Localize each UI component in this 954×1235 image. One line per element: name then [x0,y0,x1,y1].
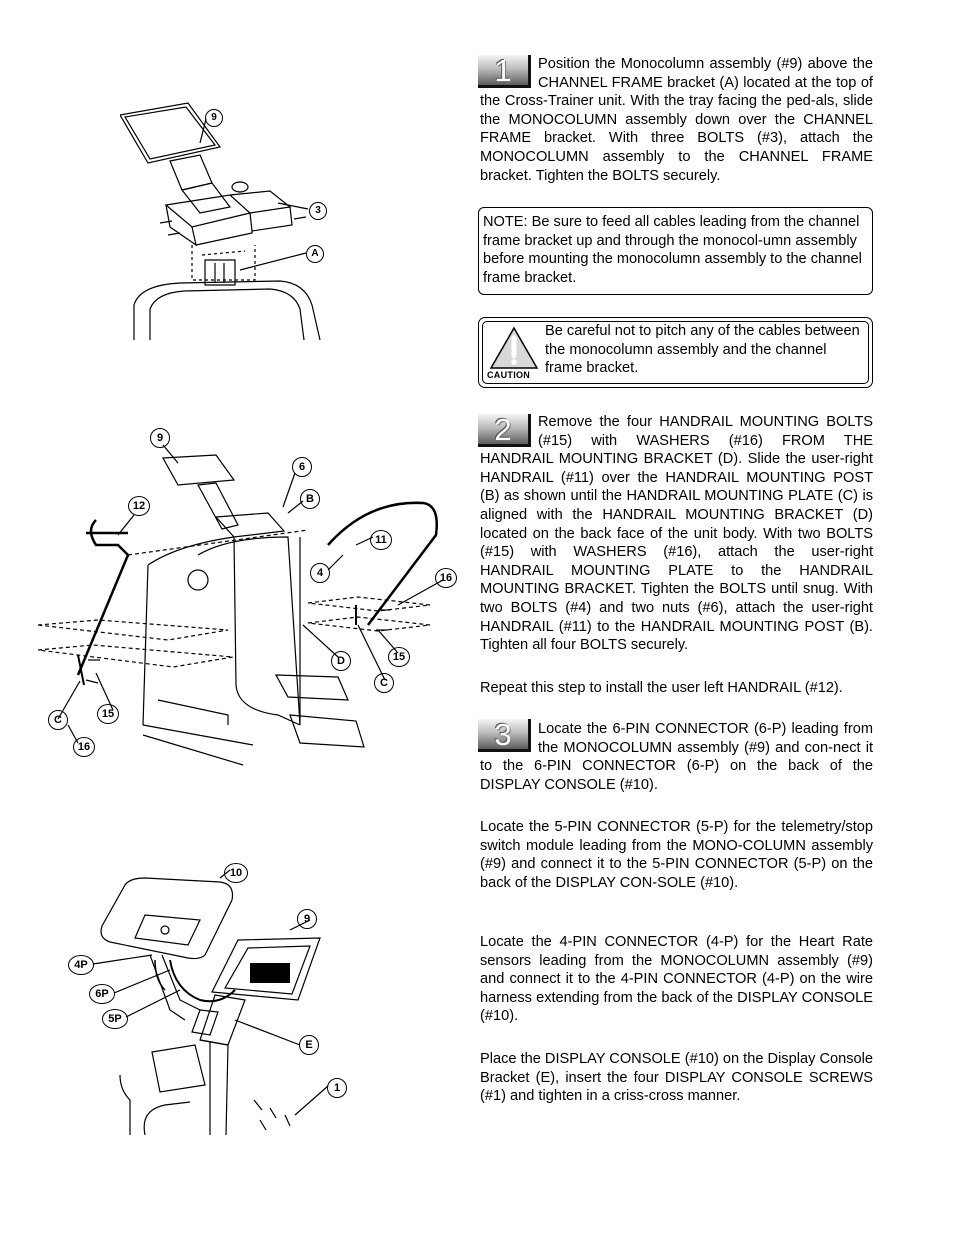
callout-a: A [306,245,324,263]
step-2-number: 2 [494,412,512,447]
callout-3: 3 [309,202,327,220]
callout-10: 10 [224,863,248,883]
step-3-number: 3 [494,717,512,752]
callout-9: 9 [205,109,223,127]
step-1-number: 1 [494,53,512,88]
step-3-body: Locate the 6-PIN CONNECTOR (6-P) leading from the MONOCOLUMN assembly (#9) and con-nect it to the 6-PIN CONNECTOR (6-P) on the back of the DISPLAY CONSOLE (#10). [480,721,873,793]
note-box [478,207,873,295]
caution-triangle-icon [489,326,539,370]
callout-4p: 4P [68,955,94,975]
note-text: NOTE: Be sure to feed all cables leading from the channel frame bracket up and through the monocol-umn assembly before mounting the monocolumn assembly to the channel frame bracket. [483,214,862,286]
step-3-para-4: Place the DISPLAY CONSOLE (#10) on the Display Console Bracket (E), insert the four DISPLAY CONSOLE SCREWS (#1) and tighten in a criss-cross manner. [480,1051,873,1105]
callout-11: 11 [370,530,392,550]
callout-b: B [300,489,320,509]
step-3-text [480,720,873,794]
step-2-body: Remove the four HANDRAIL MOUNTING BOLTS (#15) with WASHERS (#16) FROM THE HANDRAIL MOUNTING BRACKET (D). Slide the user-right HANDRAIL (#11) over the HANDRAIL MOUNTING POST (B) as shown until the HANDRAIL MOUNTING PLATE (C) is aligned with the HANDRAIL MOUNTING BRACKET (D) located on the back face of the unit body. With two BOLTS (#15) with WASHERS (#16), attach the user-right HANDRAIL MOUNTING PLATE to the HANDRAIL MOUNTING BRACKET. Tighten the BOLTS until snug. With two BOLTS (#4) and two nuts (#6), attach the user-right HANDRAIL (#11) to the HANDRAIL MOUNTING POST (B). Tighten all four BOLTS securely. [480,414,873,654]
step-badge-spacer [480,413,538,449]
callout-5p: 5P [102,1009,128,1029]
step-badge-spacer [480,720,538,756]
step-2-text [480,413,873,655]
callout-c: C [48,710,68,730]
callout-c: C [374,673,394,693]
step-3-para-2: Locate the 5-PIN CONNECTOR (5-P) for the telemetry/stop switch module leading from the MONO-COLUMN assembly (#9) and connect it to the 5-PIN CONNECTOR (5-P) on the back of the DISPLAY CON-SOLE (#10). [480,819,873,891]
callout-16: 16 [435,568,457,588]
callout-d: D [331,651,351,671]
step-1-body: Position the Monocolumn assembly (#9) above the CHANNEL FRAME bracket (A) located at the top of the Cross-Trainer unit. With the tray facing the ped-als, slide the MONOCOLUMN assembly down over the CHANNEL FRAME bracket. With three BOLTS (#3), attach the MONOCOLUMN assembly to the CHANNEL FRAME bracket. Tighten the BOLTS securely. [480,56,873,184]
callout-12: 12 [128,496,150,516]
step-1-text [480,55,873,185]
callout-4: 4 [310,563,330,583]
callout-15: 15 [97,704,119,724]
callout-15: 15 [388,647,410,667]
callout-6: 6 [292,457,312,477]
step-2-repeat: Repeat this step to install the user left HANDRAIL (#12). [480,680,843,696]
caution-box [478,317,873,388]
step-3-para-3: Locate the 4-PIN CONNECTOR (4-P) for the Heart Rate sensors leading from the MONOCOLUMN assembly (#9) and connect it to the 4-PIN CONNECTOR (4-P) on the wire harness extending from the back of the DISPLAY CONSOLE (#10). [480,934,873,1025]
callout-e: E [299,1035,319,1055]
figure-1-monocolumn-install [120,95,350,345]
callout-6p: 6P [89,984,115,1004]
callout-9: 9 [150,428,170,448]
caution-text: Be careful not to pitch any of the cables between the monocolumn assembly and the channel frame bracket. [545,323,860,377]
callout-16: 16 [73,737,95,757]
callout-9: 9 [297,909,317,929]
callout-1: 1 [327,1078,347,1098]
step-badge-spacer [480,55,538,91]
caution-label: CAUTION [487,370,531,380]
